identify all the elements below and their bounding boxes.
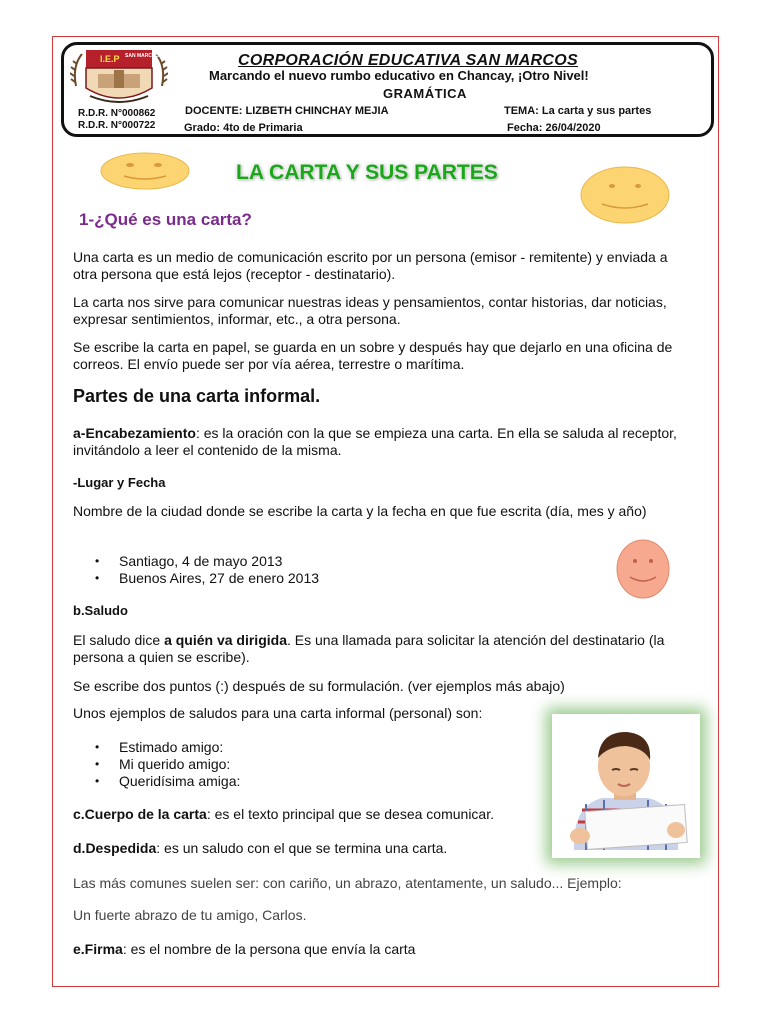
list-item: • Mi querido amigo: (73, 756, 240, 773)
list-item: • Buenos Aires, 27 de enero 2013 (73, 570, 319, 587)
intro-paragraph-2: La carta nos sirve para comunicar nuestras ideas y pensamientos, contar historias, dar noticias, expresar sentimientos, informar, etc., a otra persona. (73, 294, 667, 327)
cuerpo-paragraph (73, 806, 553, 823)
saludo-heading: b.Saludo (73, 603, 128, 618)
lugar-fecha-heading: -Lugar y Fecha (73, 475, 166, 490)
resolution-number-2: R.D.R. N°000722 (78, 120, 156, 131)
date: Fecha: 26/04/2020 (507, 122, 601, 134)
parts-heading: Partes de una carta informal. (73, 386, 321, 406)
despedida-label: d.Despedida (73, 840, 157, 856)
saludo-text-pre: El saludo dice (73, 632, 165, 648)
corporation-name: CORPORACIÓN EDUCATIVA SAN MARCOS (238, 52, 578, 69)
despedida-example: Un fuerte abrazo de tu amigo, Carlos. (73, 907, 307, 923)
resolution-number-1: R.D.R. N°000862 (78, 108, 156, 119)
firma-label: e.Firma (73, 941, 123, 957)
logo-text-right: SAN MARCOS (125, 53, 160, 59)
firma-paragraph (73, 941, 685, 958)
list-item: • Estimado amigo: (73, 739, 240, 756)
subject-name: GRAMÁTICA (383, 86, 467, 101)
saludo-paragraph-2: Se escribe dos puntos (:) después de su formulación. (ver ejemplos más abajo) (73, 678, 565, 694)
encabezamiento-paragraph (73, 425, 685, 459)
question-heading: 1-¿Qué es una carta? (79, 210, 252, 229)
smiley-face-icon (580, 166, 670, 224)
topic: TEMA: La carta y sus partes (504, 105, 652, 117)
saludo-paragraph-3: Unos ejemplos de saludos para una carta informal (personal) son: (73, 705, 483, 721)
school-logo-crest (70, 46, 168, 108)
list-item: • Santiago, 4 de mayo 2013 (73, 553, 319, 570)
intro-paragraph-1: Una carta es un medio de comunicación escrito por un persona (emisor - remitente) y enviada a otra persona que está lejos (receptor - destinatario). (73, 249, 668, 282)
lugar-fecha-text: Nombre de la ciudad donde se escribe la carta y la fecha en que fue escrita (día, mes y año) (73, 503, 647, 519)
despedida-common: Las más comunes suelen ser: con cariño, un abrazo, atentamente, un saludo... Ejemplo: (73, 875, 622, 891)
teacher-name: DOCENTE: LIZBETH CHINCHAY MEJIA (185, 105, 389, 117)
saludo-text-post: . Es una llamada para solicitar la atención del destinatario (la persona a quien se escribe). (73, 632, 665, 665)
intro-paragraph-3: Se escribe la carta en papel, se guarda en un sobre y después hay que dejarlo en una oficina de correos. El envío puede ser por vía aérea, terrestre o marítima. (73, 339, 673, 372)
firma-text: : es el nombre de la persona que envía la carta (122, 941, 416, 957)
despedida-text: : es un saludo con el que se termina una carta. (156, 840, 448, 856)
smiley-face-icon (100, 152, 190, 190)
saludo-paragraph (73, 632, 685, 666)
saludo-text-bold: a quién va dirigida (164, 632, 287, 648)
greeting-examples-list (73, 739, 240, 790)
cuerpo-text: : es el texto principal que se desea comunicar. (206, 806, 494, 822)
cuerpo-label: c.Cuerpo de la carta (73, 806, 207, 822)
photo-frame (552, 714, 700, 858)
school-motto: Marcando el nuevo rumbo educativo en Chancay, ¡Otro Nivel! (209, 68, 589, 83)
date-examples-list (73, 553, 319, 587)
page-title: LA CARTA Y SUS PARTES (236, 161, 498, 184)
encabezamiento-text: : es la oración con la que se empieza una carta. En ella se saluda al receptor, invitándolo a leer el contenido de la misma. (73, 425, 677, 458)
despedida-paragraph (73, 840, 553, 857)
encabezamiento-label: a-Encabezamiento (73, 425, 196, 441)
logo-text-left: I.E.P (100, 54, 120, 64)
smiley-face-icon (616, 539, 670, 599)
boy-reading-letter-illustration (552, 714, 700, 858)
list-item: • Queridísima amiga: (73, 773, 240, 790)
grade: Grado: 4to de Primaria (184, 122, 303, 134)
